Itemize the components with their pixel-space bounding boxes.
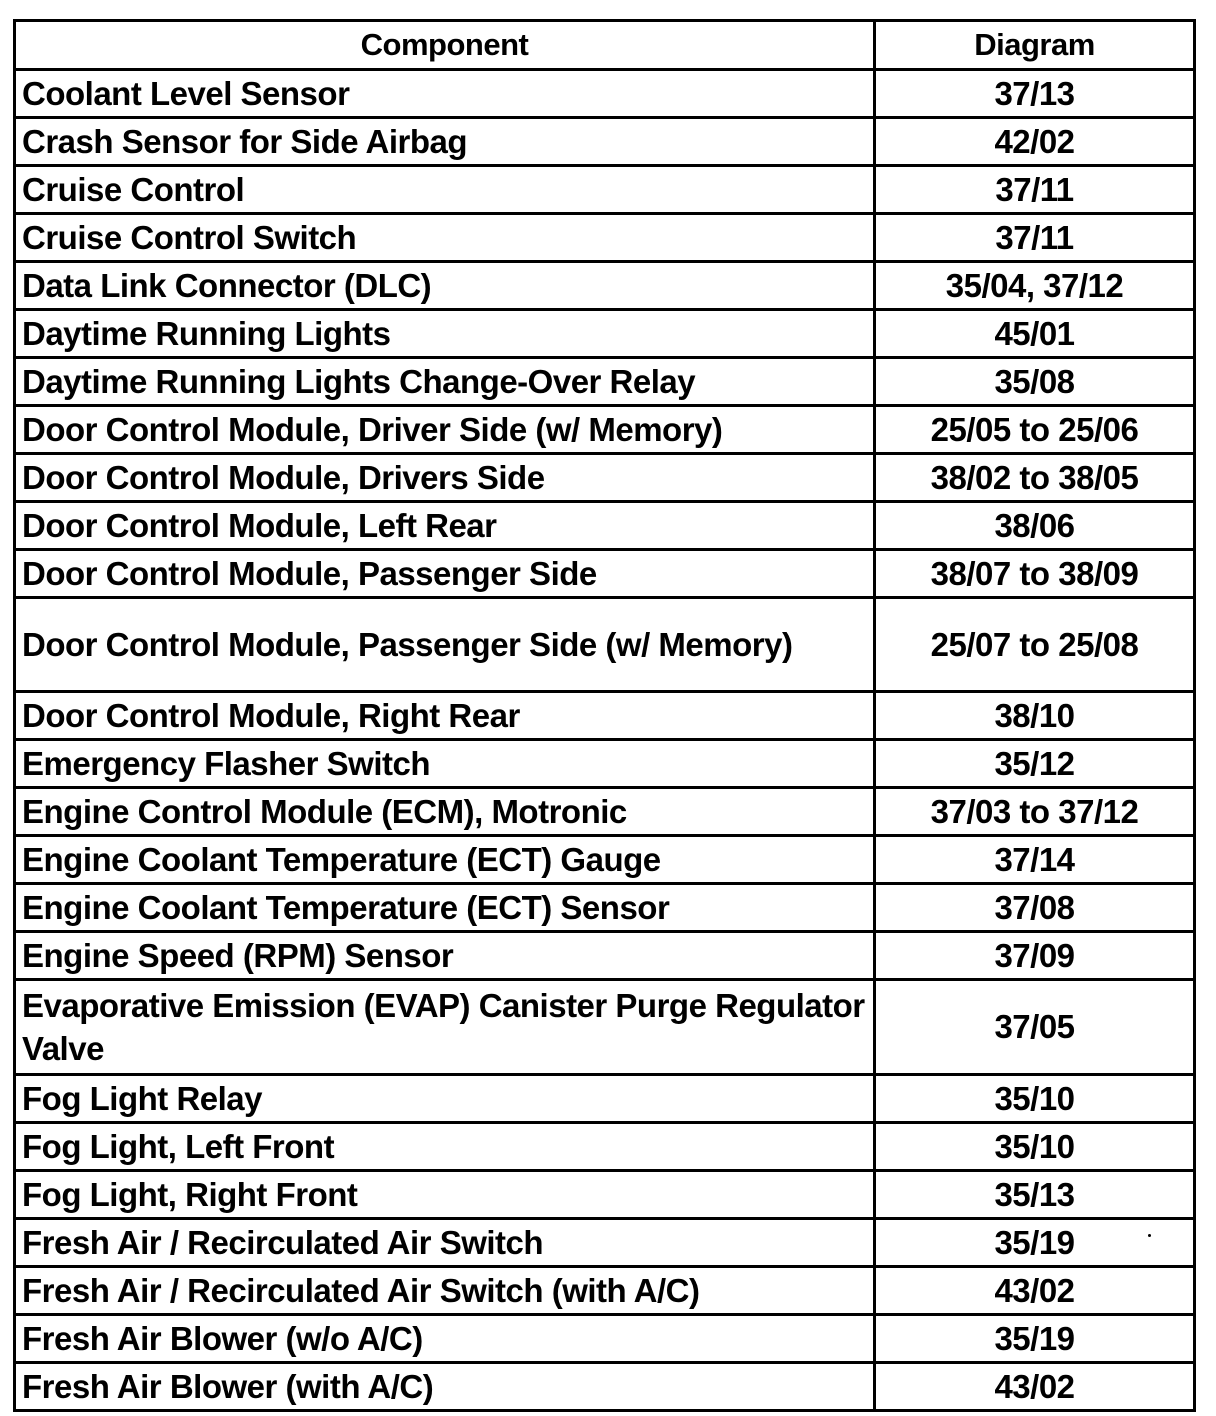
component-diagram-table [13,19,1196,1412]
diagram-cell: 37/11 [875,214,1195,262]
diagram-cell: 42/02 [875,118,1195,166]
diagram-cell: 37/09 [875,932,1195,980]
table-row [15,1267,1195,1315]
component-cell: Coolant Level Sensor [15,70,875,118]
component-cell: Door Control Module, Passenger Side (w/ Memory) [15,598,875,692]
diagram-cell: 35/13 [875,1171,1195,1219]
table-row [15,740,1195,788]
component-cell: Engine Speed (RPM) Sensor [15,932,875,980]
scan-speck [1148,1234,1151,1237]
diagram-cell: 35/10 [875,1075,1195,1123]
component-cell: Fog Light Relay [15,1075,875,1123]
table-row [15,262,1195,310]
table-row [15,502,1195,550]
component-diagram-table-container [13,19,1193,1412]
table-row [15,1075,1195,1123]
diagram-cell: 38/06 [875,502,1195,550]
component-cell: Door Control Module, Passenger Side [15,550,875,598]
component-cell: Door Control Module, Left Rear [15,502,875,550]
table-row [15,932,1195,980]
diagram-cell: 43/02 [875,1267,1195,1315]
component-cell: Door Control Module, Driver Side (w/ Memory) [15,406,875,454]
header-row [15,21,1195,70]
component-cell: Crash Sensor for Side Airbag [15,118,875,166]
diagram-cell: 37/05 [875,980,1195,1075]
table-row [15,788,1195,836]
table-row [15,1315,1195,1363]
diagram-cell: 43/02 [875,1363,1195,1411]
diagram-cell: 25/07 to 25/08 [875,598,1195,692]
table-row [15,358,1195,406]
component-cell: Cruise Control [15,166,875,214]
component-cell: Fog Light, Right Front [15,1171,875,1219]
table-row [15,884,1195,932]
table-row [15,454,1195,502]
component-cell: Fog Light, Left Front [15,1123,875,1171]
table-row [15,550,1195,598]
header-diagram: Diagram [875,21,1195,70]
header-component: Component [15,21,875,70]
diagram-cell: 35/10 [875,1123,1195,1171]
component-cell: Fresh Air / Recirculated Air Switch [15,1219,875,1267]
table-row [15,1363,1195,1411]
table-row [15,598,1195,692]
component-cell: Data Link Connector (DLC) [15,262,875,310]
diagram-cell: 37/03 to 37/12 [875,788,1195,836]
table-row [15,836,1195,884]
component-cell: Engine Coolant Temperature (ECT) Sensor [15,884,875,932]
table-row [15,980,1195,1075]
diagram-cell: 37/14 [875,836,1195,884]
table-row [15,1171,1195,1219]
diagram-cell: 38/07 to 38/09 [875,550,1195,598]
component-cell: Fresh Air Blower (w/o A/C) [15,1315,875,1363]
component-cell: Engine Coolant Temperature (ECT) Gauge [15,836,875,884]
diagram-cell: 35/04, 37/12 [875,262,1195,310]
diagram-cell: 35/19 [875,1219,1195,1267]
table-row [15,214,1195,262]
diagram-cell: 25/05 to 25/06 [875,406,1195,454]
component-cell: Fresh Air / Recirculated Air Switch (with A/C) [15,1267,875,1315]
component-cell: Emergency Flasher Switch [15,740,875,788]
diagram-cell: 37/13 [875,70,1195,118]
component-cell: Engine Control Module (ECM), Motronic [15,788,875,836]
table-row [15,692,1195,740]
component-cell: Daytime Running Lights Change-Over Relay [15,358,875,406]
diagram-cell: 35/19 [875,1315,1195,1363]
diagram-cell: 37/08 [875,884,1195,932]
table-row [15,406,1195,454]
diagram-cell: 35/12 [875,740,1195,788]
table-row [15,166,1195,214]
component-cell: Evaporative Emission (EVAP) Canister Purge Regulator Valve [15,980,875,1075]
diagram-cell: 45/01 [875,310,1195,358]
diagram-cell: 35/08 [875,358,1195,406]
component-cell: Door Control Module, Drivers Side [15,454,875,502]
component-cell: Door Control Module, Right Rear [15,692,875,740]
component-cell: Daytime Running Lights [15,310,875,358]
table-row [15,1219,1195,1267]
table-row [15,310,1195,358]
diagram-cell: 38/10 [875,692,1195,740]
table-row [15,70,1195,118]
table-row [15,118,1195,166]
diagram-cell: 38/02 to 38/05 [875,454,1195,502]
table-row [15,1123,1195,1171]
diagram-cell: 37/11 [875,166,1195,214]
component-cell: Fresh Air Blower (with A/C) [15,1363,875,1411]
component-cell: Cruise Control Switch [15,214,875,262]
